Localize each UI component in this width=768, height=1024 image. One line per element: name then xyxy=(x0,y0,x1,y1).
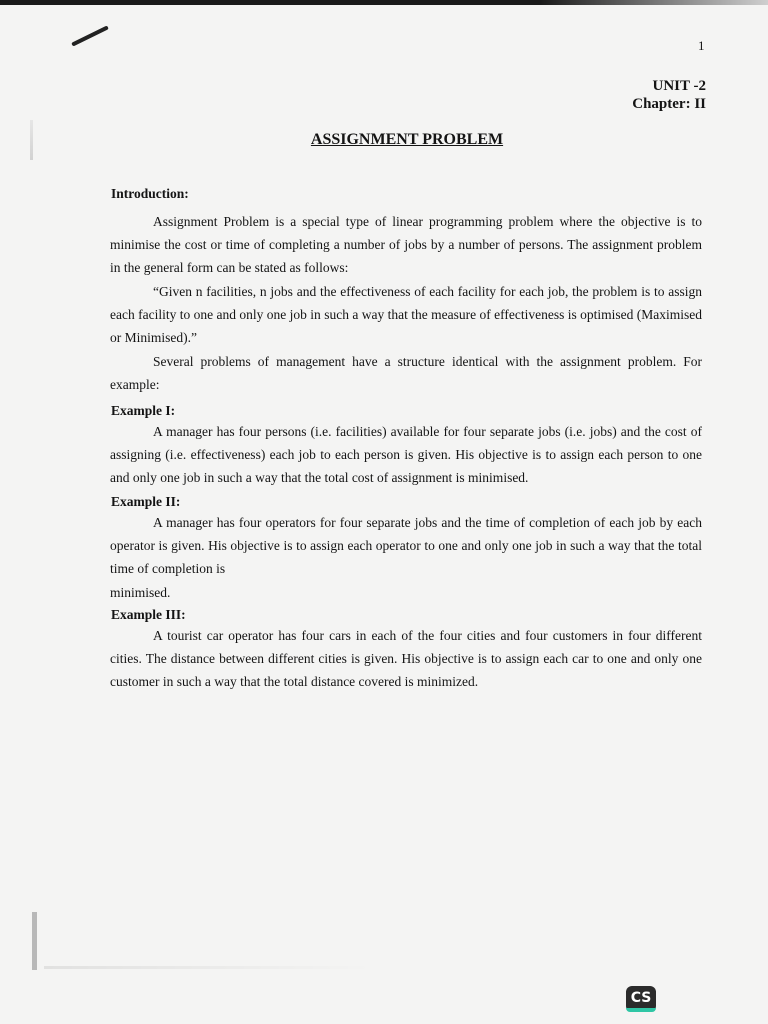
camscanner-logo: CS xyxy=(626,986,656,1012)
scan-bottom-streak xyxy=(44,966,374,969)
scan-left-edge xyxy=(32,912,37,970)
unit-label: UNIT -2 xyxy=(652,78,706,94)
example-2-text: A manager has four operators for four separate jobs and the time of completion of each job by each operator is given. His objective is to assign each operator to one and only one job in such a way that the total time of completion is minimised. xyxy=(110,515,702,600)
page-title: ASSIGNMENT PROBLEM xyxy=(310,131,504,148)
chapter-label: Chapter: II xyxy=(632,96,706,112)
pen-mark xyxy=(71,25,109,46)
introduction-paragraph-3: Several problems of management have a structure identical with the assignment problem. For example: xyxy=(110,354,702,393)
example-2-heading: Example II: xyxy=(111,494,181,509)
example-1-text: A manager has four persons (i.e. facilities) available for four separate jobs (i.e. jobs) and the cost of assigning (i.e. effectiveness) each job to each person is given. His objective is to assign each person to one and only one job in such a way that the total cost of assignment is minimised. xyxy=(110,424,702,486)
introduction-paragraph-1: Assignment Problem is a special type of linear programming problem where the objective is to minimise the cost or time of completing a number of jobs by a number of persons. The assignment problem in the general form can be stated as follows: xyxy=(110,214,702,276)
introduction-quote: “Given n facilities, n jobs and the effectiveness of each facility for each job, the problem is to assign each facility to one and only one job in such a way that the measure of effectiveness is optimised (Maximised or Minimised).” xyxy=(110,284,702,346)
example-2-text-end: minimised. xyxy=(110,584,171,600)
introduction-heading: Introduction: xyxy=(111,186,189,201)
page-number: 1 xyxy=(698,38,705,53)
example-3-heading: Example III: xyxy=(111,607,186,622)
example-3-text: A tourist car operator has four cars in each of the four cities and four customers in four different cities. The distance between different cities is given. His objective is to assign each car to one and only one customer in such a way that the total distance covered is minimized. xyxy=(110,628,702,690)
scan-top-edge-fade xyxy=(540,0,768,5)
example-1-heading: Example I: xyxy=(111,403,176,418)
